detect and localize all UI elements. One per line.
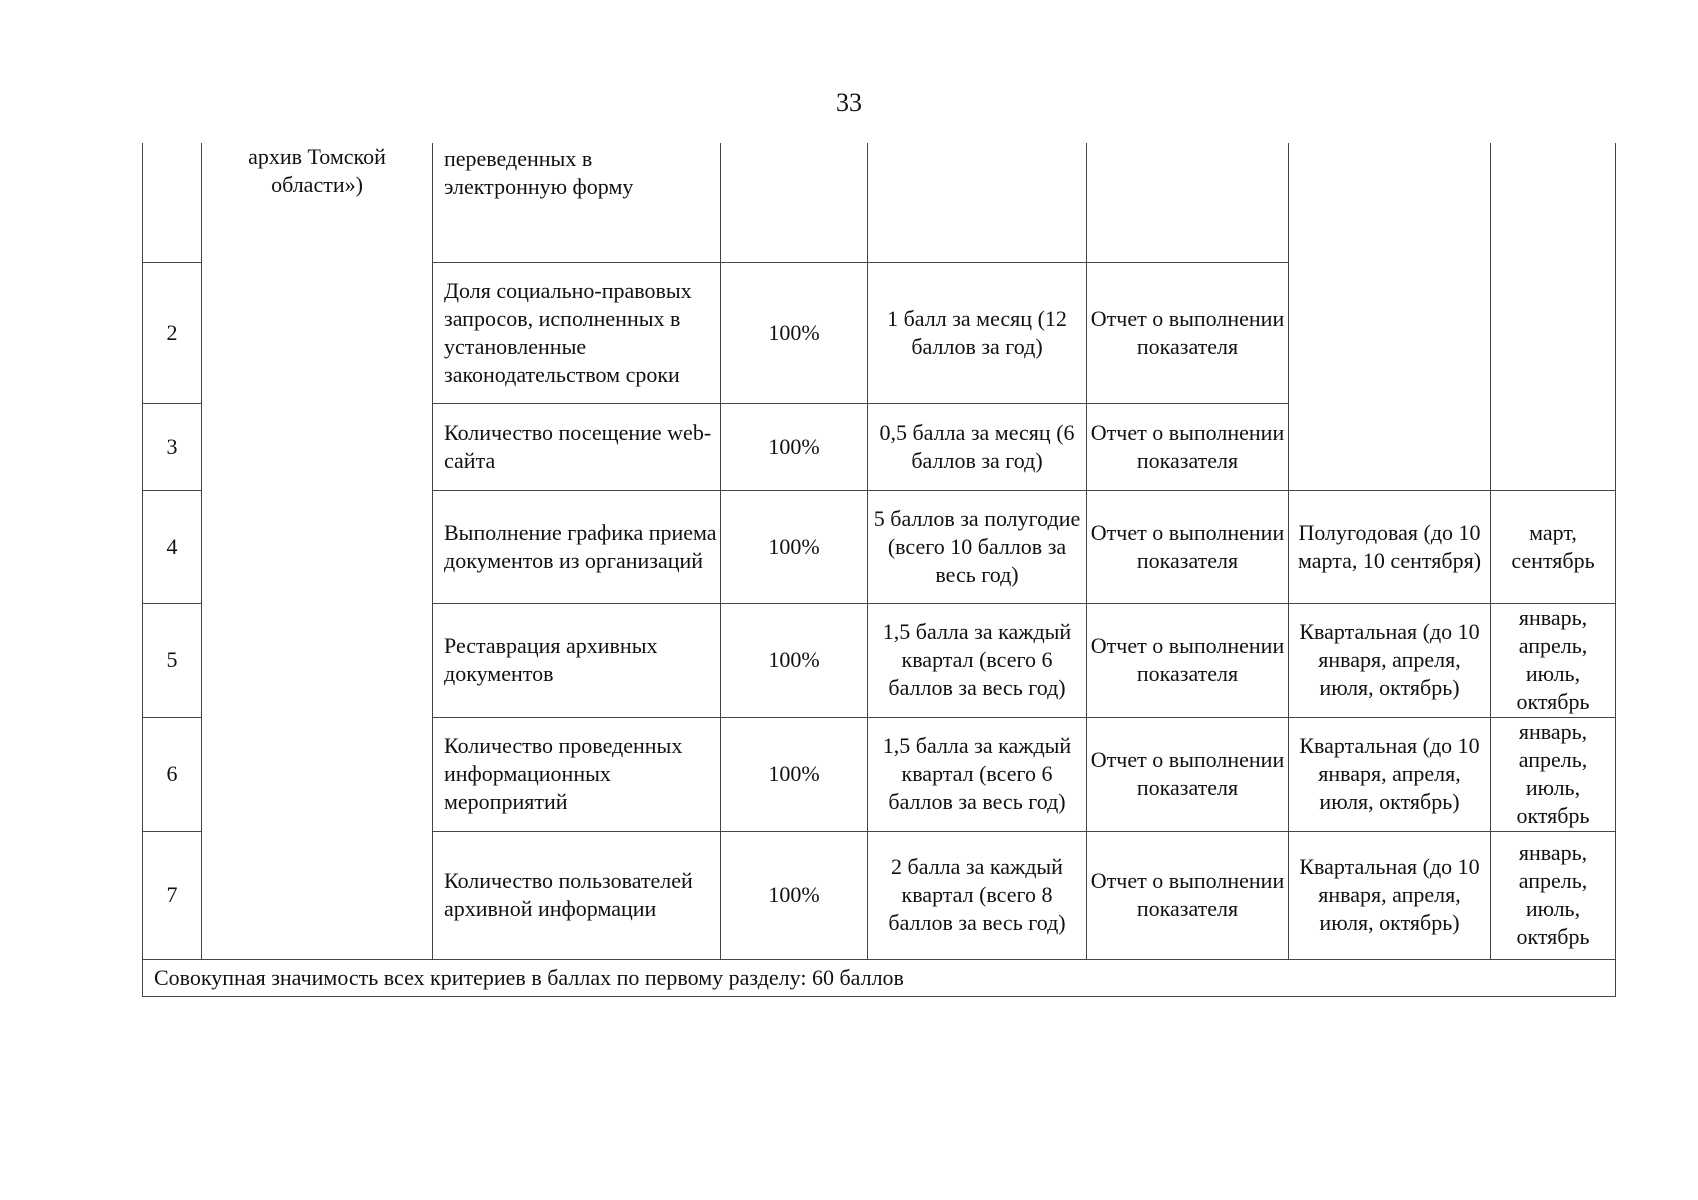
months-cell: январь, апрель, июль, октябрь <box>1491 831 1616 959</box>
row-number-cell: 7 <box>143 831 202 959</box>
page-number: 33 <box>836 88 862 117</box>
periodicity-cell: Полугодовая (до 10 марта, 10 сентября) <box>1289 490 1491 603</box>
report-cell <box>1087 143 1289 262</box>
target-cell: 100% <box>721 717 868 831</box>
indicator-cell: Доля социально-правовых запросов, исполненных в установленные законодательством сроки <box>433 262 721 403</box>
points-cell: 1 балл за месяц (12 баллов за год) <box>868 262 1087 403</box>
months-cell <box>1491 143 1616 490</box>
report-cell: Отчет о выполнении показателя <box>1087 717 1289 831</box>
total-row <box>143 959 1616 996</box>
points-cell: 0,5 балла за месяц (6 баллов за год) <box>868 403 1087 490</box>
points-cell: 1,5 балла за каждый квартал (всего 6 баллов за весь год) <box>868 717 1087 831</box>
criteria-table <box>142 143 1616 997</box>
target-cell <box>721 143 868 262</box>
table-row <box>143 143 1616 262</box>
periodicity-cell <box>1289 143 1491 490</box>
points-cell: 2 балла за каждый квартал (всего 8 баллов за весь год) <box>868 831 1087 959</box>
periodicity-cell: Квартальная (до 10 января, апреля, июля, октябрь) <box>1289 717 1491 831</box>
row-number-cell: 4 <box>143 490 202 603</box>
indicator-cell: Реставрация архивных документов <box>433 603 721 717</box>
target-cell: 100% <box>721 603 868 717</box>
periodicity-cell: Квартальная (до 10 января, апреля, июля, октябрь) <box>1289 831 1491 959</box>
months-cell: январь, апрель, июль, октябрь <box>1491 717 1616 831</box>
target-cell: 100% <box>721 403 868 490</box>
report-cell: Отчет о выполнении показателя <box>1087 603 1289 717</box>
months-cell: март, сентябрь <box>1491 490 1616 603</box>
organization-cell: архив Томской области») <box>202 143 433 959</box>
target-cell: 100% <box>721 262 868 403</box>
months-cell: январь, апрель, июль, октябрь <box>1491 603 1616 717</box>
report-cell: Отчет о выполнении показателя <box>1087 262 1289 403</box>
row-number-cell: 2 <box>143 262 202 403</box>
points-cell: 1,5 балла за каждый квартал (всего 6 баллов за весь год) <box>868 603 1087 717</box>
points-cell <box>868 143 1087 262</box>
indicator-cell: Количество посещение web-сайта <box>433 403 721 490</box>
indicator-cell: переведенных в электронную форму <box>433 143 721 262</box>
total-text: Совокупная значимость всех критериев в баллах по первому разделу: 60 баллов <box>143 959 1616 996</box>
indicator-cell: Количество пользователей архивной информации <box>433 831 721 959</box>
target-cell: 100% <box>721 490 868 603</box>
report-cell: Отчет о выполнении показателя <box>1087 490 1289 603</box>
indicator-cell: Выполнение графика приема документов из организаций <box>433 490 721 603</box>
target-cell: 100% <box>721 831 868 959</box>
report-cell: Отчет о выполнении показателя <box>1087 831 1289 959</box>
points-cell: 5 баллов за полугодие (всего 10 баллов за весь год) <box>868 490 1087 603</box>
periodicity-cell: Квартальная (до 10 января, апреля, июля, октябрь) <box>1289 603 1491 717</box>
row-number-cell: 5 <box>143 603 202 717</box>
row-number-cell: 6 <box>143 717 202 831</box>
row-number-cell: 3 <box>143 403 202 490</box>
report-cell: Отчет о выполнении показателя <box>1087 403 1289 490</box>
row-number-cell <box>143 143 202 262</box>
indicator-cell: Количество проведенных информационных мероприятий <box>433 717 721 831</box>
